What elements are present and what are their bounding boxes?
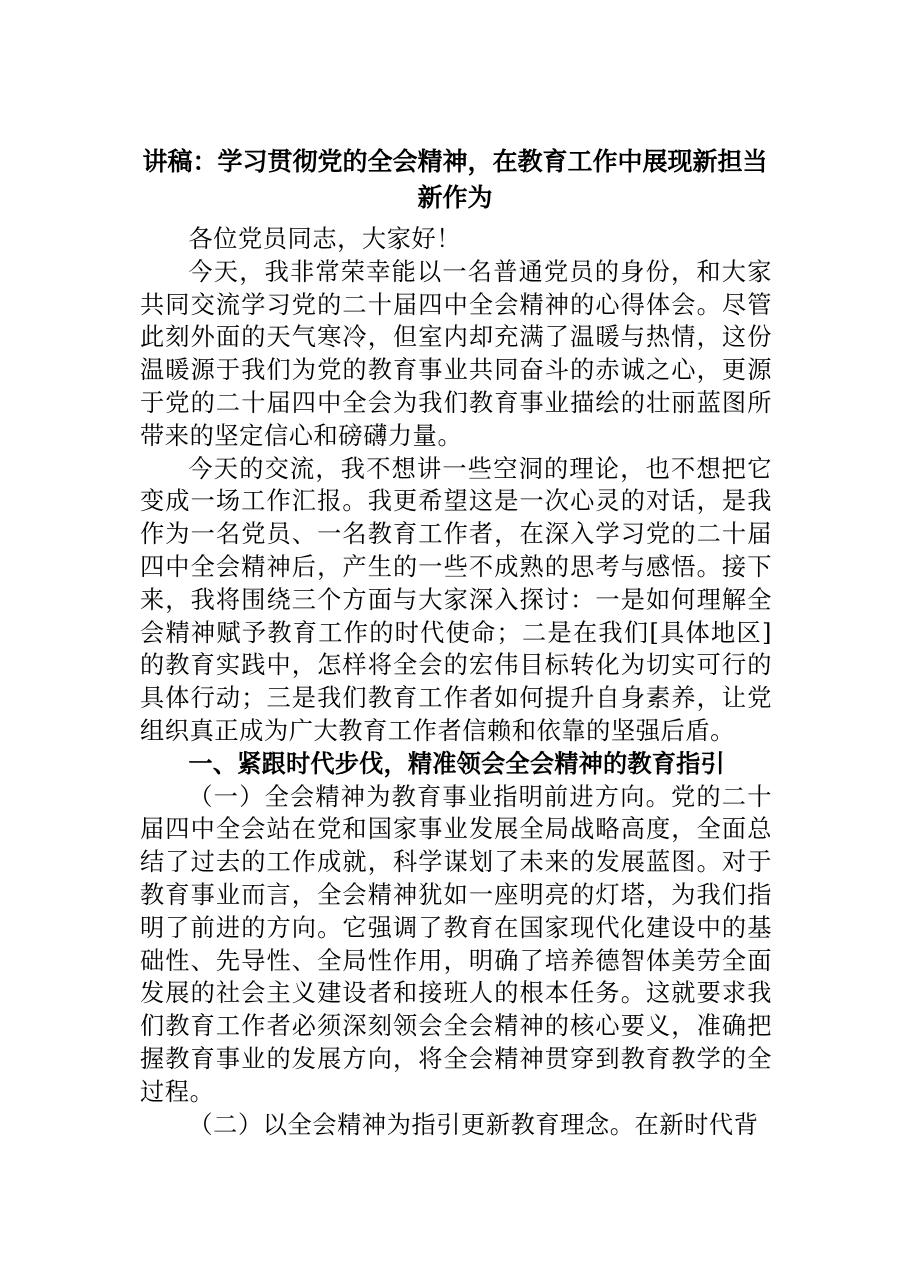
body-paragraph: （二）以全会精神为指引更新教育理念。在新时代背 — [188, 1110, 759, 1139]
document-title: 讲稿：学习贯彻党的全会精神，在教育工作中展现新担当新作为 — [142, 147, 768, 212]
greeting: 各位党员同志，大家好！ — [188, 225, 462, 253]
document-body — [140, 223, 772, 1141]
body-paragraph: （一）全会精神为教育事业指明前进方向。党的二十届四中全会站在党和国家事业发展全局战略高度，全面总结了过去的工作成就，科学谋划了未来的发展蓝图。对于教育事业而言，全会精神犹如一座明亮的灯塔，为我们指明了前进的方向。它强调了教育在国家现代化建设中的基础性、先导性、全局性作用，明确了培养德智体美劳全面发展的社会主义建设者和接班人的根本任务。这就要求我们教育工作者必须深刻领会全会精神的核心要义，准确把握教育事业的发展方向，将全会精神贯穿到教育教学的全过程。 — [140, 782, 772, 1106]
body-paragraph: 今天的交流，我不想讲一些空洞的理论，也不想把它变成一场工作汇报。我更希望这是一次心灵的对话，是我作为一名党员、一名教育工作者，在深入学习党的二十届四中全会精神后，产生的一些不成熟的思考与感悟。接下来，我将围绕三个方面与大家深入探讨：一是如何理解全会精神赋予教育工作的时代使命；二是在我们[具体地区]的教育实践中，怎样将全会的宏伟目标转化为切实可行的具体行动；三是我们教育工作者如何提升自身素养，让党组织真正成为广大教育工作者信赖和依靠的坚强后盾。 — [140, 454, 772, 745]
section-heading: 一、紧跟时代步伐，精准领会全会精神的教育指引 — [188, 748, 725, 778]
body-paragraph: 今天，我非常荣幸能以一名普通党员的身份，和大家共同交流学习党的二十届四中全会精神的心得体会。尽管此刻外面的天气寒冷，但室内却充满了温暖与热情，这份温暖源于我们为党的教育事业共同奋斗的赤诚之心，更源于党的二十届四中全会为我们教育事业描绘的壮丽蓝图所带来的坚定信心和磅礴力量。 — [140, 257, 772, 450]
